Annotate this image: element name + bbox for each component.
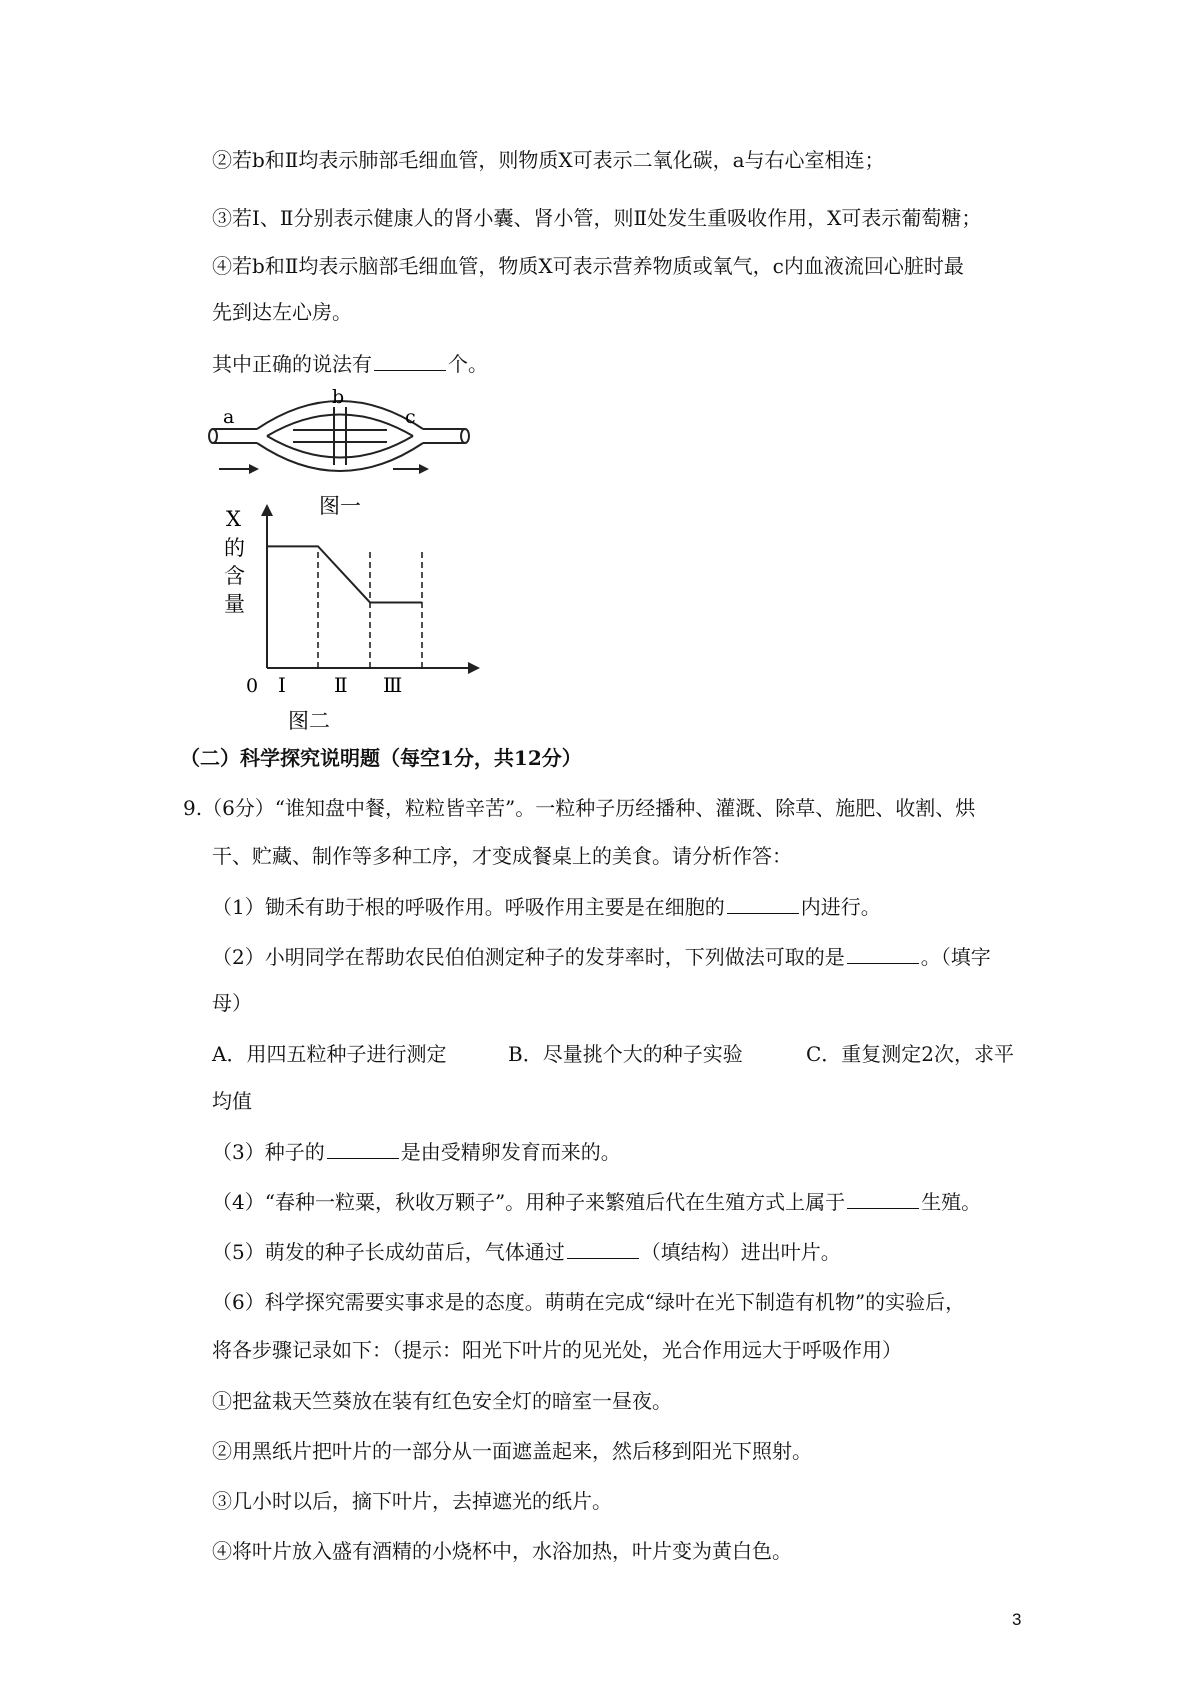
q9-part5: （5）萌发的种子长成幼苗后，气体通过 （填结构）进出叶片。 [212, 1240, 841, 1264]
q9-part4: （4）“春种一粒粟，秋收万颗子”。用种子来繁殖后代在生殖方式上属于 生殖。 [212, 1190, 982, 1214]
page-number: 3 [1012, 1610, 1022, 1629]
q9-part1: （1）锄禾有助于根的呼吸作用。呼吸作用主要是在细胞的 内进行。 [212, 895, 881, 919]
x-content-curve [267, 546, 422, 602]
q9-part1-blank[interactable] [727, 895, 799, 914]
statement-3: ③若Ⅰ、Ⅱ分别表示健康人的肾小囊、肾小管，则Ⅱ处发生重吸收作用，X可表示葡萄糖； [212, 206, 982, 230]
figure-1-caption: 图一 [319, 494, 361, 518]
q9-part6-line1: （6）科学探究需要实事求是的态度。萌萌在完成“绿叶在光下制造有机物”的实验后， [212, 1290, 966, 1314]
q9-part5-blank[interactable] [567, 1240, 639, 1259]
statement-4-line1: ④若b和Ⅱ均表示脑部毛细血管，物质X可表示营养物质或氧气，c内血液流回心脏时最 [212, 254, 964, 278]
q9-option-c: C．重复测定2次，求平 [806, 1042, 1015, 1066]
q9-part2: （2）小明同学在帮助农民伯伯测定种子的发芽率时，下列做法可取的是 。（填字 [212, 945, 991, 969]
q9-step1: ①把盆栽天竺葵放在装有红色安全灯的暗室一昼夜。 [212, 1389, 672, 1413]
q9-step3: ③几小时以后，摘下叶片，去掉遮光的纸片。 [212, 1489, 612, 1513]
y-label-1: X [226, 507, 241, 531]
y-label-2: 的 [224, 536, 245, 560]
correct-count-question: 其中正确的说法有 个。 [212, 352, 488, 376]
q9-step2: ②用黑纸片把叶片的一部分从一面遮盖起来，然后移到阳光下照射。 [212, 1439, 812, 1463]
region-II-label: Ⅱ [334, 673, 348, 697]
q9-step4: ④将叶片放入盛有酒精的小烧杯中，水浴加热，叶片变为黄白色。 [212, 1539, 792, 1563]
q9-part2-cont: 母） [212, 991, 252, 1015]
figure-2-content-graph [210, 500, 490, 735]
label-a: a [223, 406, 235, 428]
q9-part6-line2: 将各步骤记录如下：（提示：阳光下叶片的见光处，光合作用远大于呼吸作用） [212, 1338, 902, 1362]
figure-2-caption: 图二 [288, 709, 330, 733]
q9-part2-blank[interactable] [847, 945, 919, 964]
label-b: b [332, 386, 345, 408]
label-c: c [405, 406, 416, 428]
q9-part3: （3）种子的 是由受精卵发育而来的。 [212, 1140, 621, 1164]
section-2-title: （二）科学探究说明题（每空1分，共12分） [180, 746, 582, 770]
q9-option-a: A．用四五粒种子进行测定 [212, 1042, 447, 1066]
y-label-4: 量 [224, 592, 245, 616]
statement-4-line2: 先到达左心房。 [212, 300, 352, 324]
statement-2: ②若b和Ⅱ均表示肺部毛细血管，则物质X可表示二氧化碳，a与右心室相连； [212, 148, 885, 172]
q9-intro-line2: 干、贮藏、制作等多种工序，才变成餐桌上的美食。请分析作答： [212, 844, 792, 868]
origin-label: 0 [246, 675, 259, 697]
q9-intro-line1: 9.（6分）“谁知盘中餐，粒粒皆辛苦”。一粒种子历经播种、灌溉、除草、施肥、收割、烘 [183, 796, 976, 820]
q9-part4-blank[interactable] [847, 1190, 919, 1209]
region-I-label: Ⅰ [278, 673, 286, 697]
answer-blank[interactable] [374, 352, 446, 371]
y-label-3: 含 [224, 564, 245, 588]
q9-part3-blank[interactable] [327, 1140, 399, 1159]
region-III-label: Ⅲ [383, 673, 403, 697]
q9-option-b: B．尽量挑个大的种子实验 [508, 1042, 743, 1066]
q9-option-c-cont: 均值 [212, 1089, 252, 1113]
